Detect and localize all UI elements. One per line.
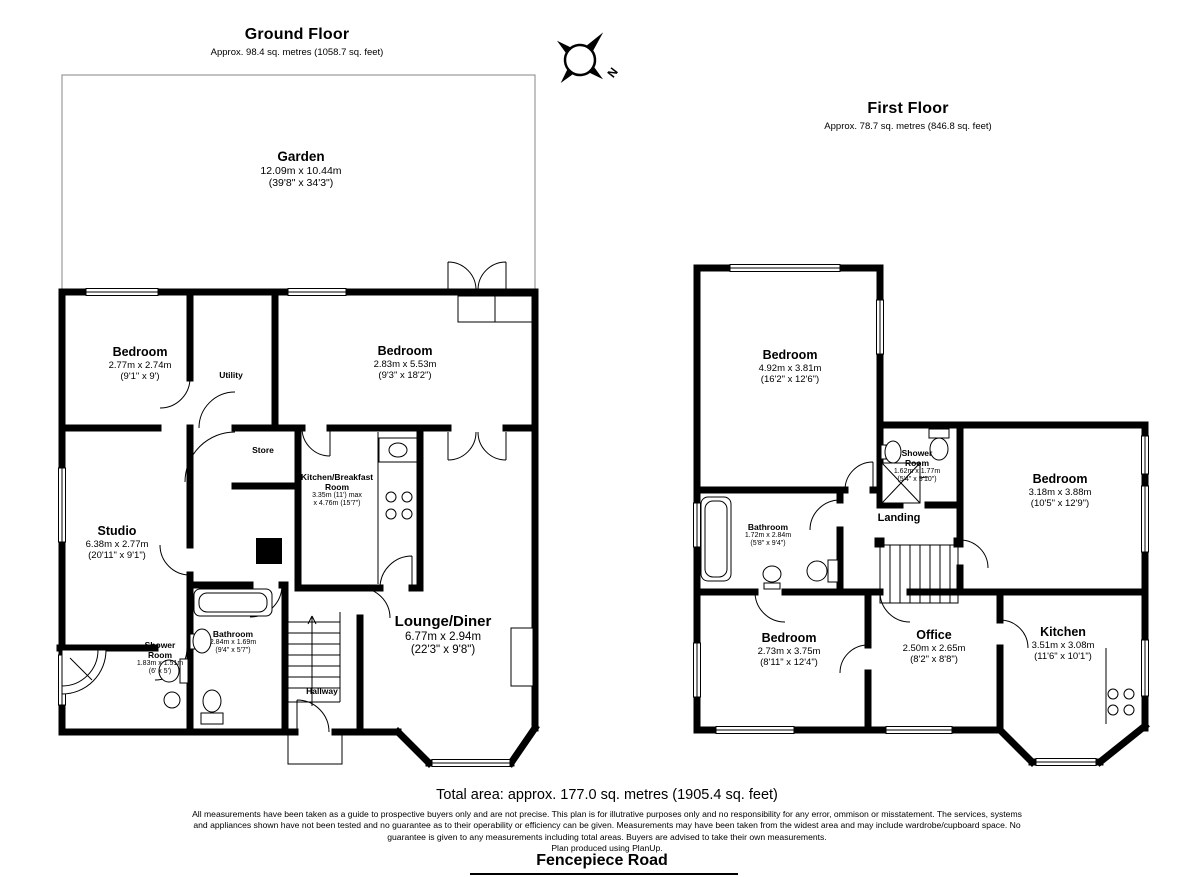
disclaimer-block (191, 809, 1023, 854)
room-label-bedroom: Bedroom 4.92m x 3.81m (16'2" x 12'6") (758, 348, 822, 385)
bathtub-icon (701, 497, 731, 581)
first-floor-title: First Floor (867, 100, 949, 117)
room-label-hallway: Hallway (306, 686, 338, 696)
toilet-icon (201, 690, 223, 724)
first-windows (694, 265, 1149, 766)
first-walls (697, 268, 1145, 762)
bathtub-icon (194, 589, 272, 616)
wall-block (256, 538, 282, 564)
shower-tray-icon (62, 650, 106, 694)
ground-floor-title: Ground Floor (244, 26, 350, 43)
road-line (470, 873, 738, 875)
wardrobe-icon (458, 296, 532, 322)
room-label-garden: Garden 12.09m x 10.44m (39'8" x 34'3") (260, 149, 342, 190)
sink-icon (763, 566, 781, 589)
plan-credit-text: Plan produced using PlanUp. (551, 843, 663, 854)
room-label-store: Store (252, 445, 274, 455)
room-label-kitchen: Kitchen 3.51m x 3.08m (11'6" x 10'1") (1031, 625, 1095, 662)
first-floor-header (824, 100, 991, 132)
room-label-bathroom: Bathroom 1.72m x 2.84m (5'8" x 9'4") (744, 522, 792, 548)
hob-icon (1106, 648, 1134, 724)
first-floor-subtitle: Approx. 78.7 sq. metres (846.8 sq. feet) (824, 121, 992, 132)
chimney-breast (511, 628, 533, 686)
compass-north-label: N (604, 64, 621, 81)
room-label-landing: Landing (877, 512, 921, 524)
ground-floor-subtitle: Approx. 98.4 sq. metres (1058.7 sq. feet) (210, 47, 384, 58)
room-label-shower-room: Shower Room 1.83m x 1.51m (6' x 5') (136, 640, 184, 676)
room-label-utility: Utility (219, 370, 243, 380)
ground-floor-header (211, 26, 384, 58)
room-label-lounge-diner: Lounge/Diner 6.77m x 2.94m (22'3" x 9'8") (394, 613, 492, 657)
road-name: Fencepiece Road (536, 852, 668, 869)
toilet-icon (807, 560, 838, 582)
room-label-studio: Studio 6.38m x 2.77m (20'11" x 9'1") (85, 524, 149, 561)
room-label-bedroom: Bedroom 2.83m x 5.53m (9'3" x 18'2") (373, 344, 437, 381)
total-area-text: Total area: approx. 177.0 sq. metres (1905.4 sq. feet) (436, 787, 778, 803)
room-label-bedroom: Bedroom 2.73m x 3.75m (8'11" x 12'4") (757, 631, 821, 668)
sink-icon (164, 692, 180, 708)
disclaimer-text: All measurements have been taken as a guide to prospective buyers only and are not precise. This plan is for illutrative purposes only and no responsibility for any error, ommison or misstatement. The services, systems and appliances shown have not been tested and no guarantee as to their operability or efficiency can be given. Measurements may have been taken from the widest area and may include wardrobe/cupboard space. No guarantee is given to any measurements including total areas. Buyers are advised to take their own measurements. (192, 809, 1022, 842)
room-label-bedroom: Bedroom 3.18m x 3.88m (10'5" x 12'9") (1028, 472, 1092, 509)
compass-icon (538, 13, 626, 102)
room-label-office: Office 2.50m x 2.65m (8'2" x 8'8") (902, 628, 966, 665)
first-floor-plan (694, 265, 1149, 766)
room-label-bedroom: Bedroom 2.77m x 2.74m (9'1" x 9') (108, 345, 172, 382)
porch-outline (288, 732, 342, 764)
room-label-bathroom: Bathroom 2.84m x 1.69m (9'4" x 5'7") (209, 629, 257, 655)
room-label-kitchen-breakfast: Kitchen/Breakfast Room 3.35m (11') max x 4.76m (15'7") (300, 472, 374, 508)
room-label-shower-room: Shower Room 1.62m x 1.77m (5'4" x 5'10") (893, 448, 941, 484)
